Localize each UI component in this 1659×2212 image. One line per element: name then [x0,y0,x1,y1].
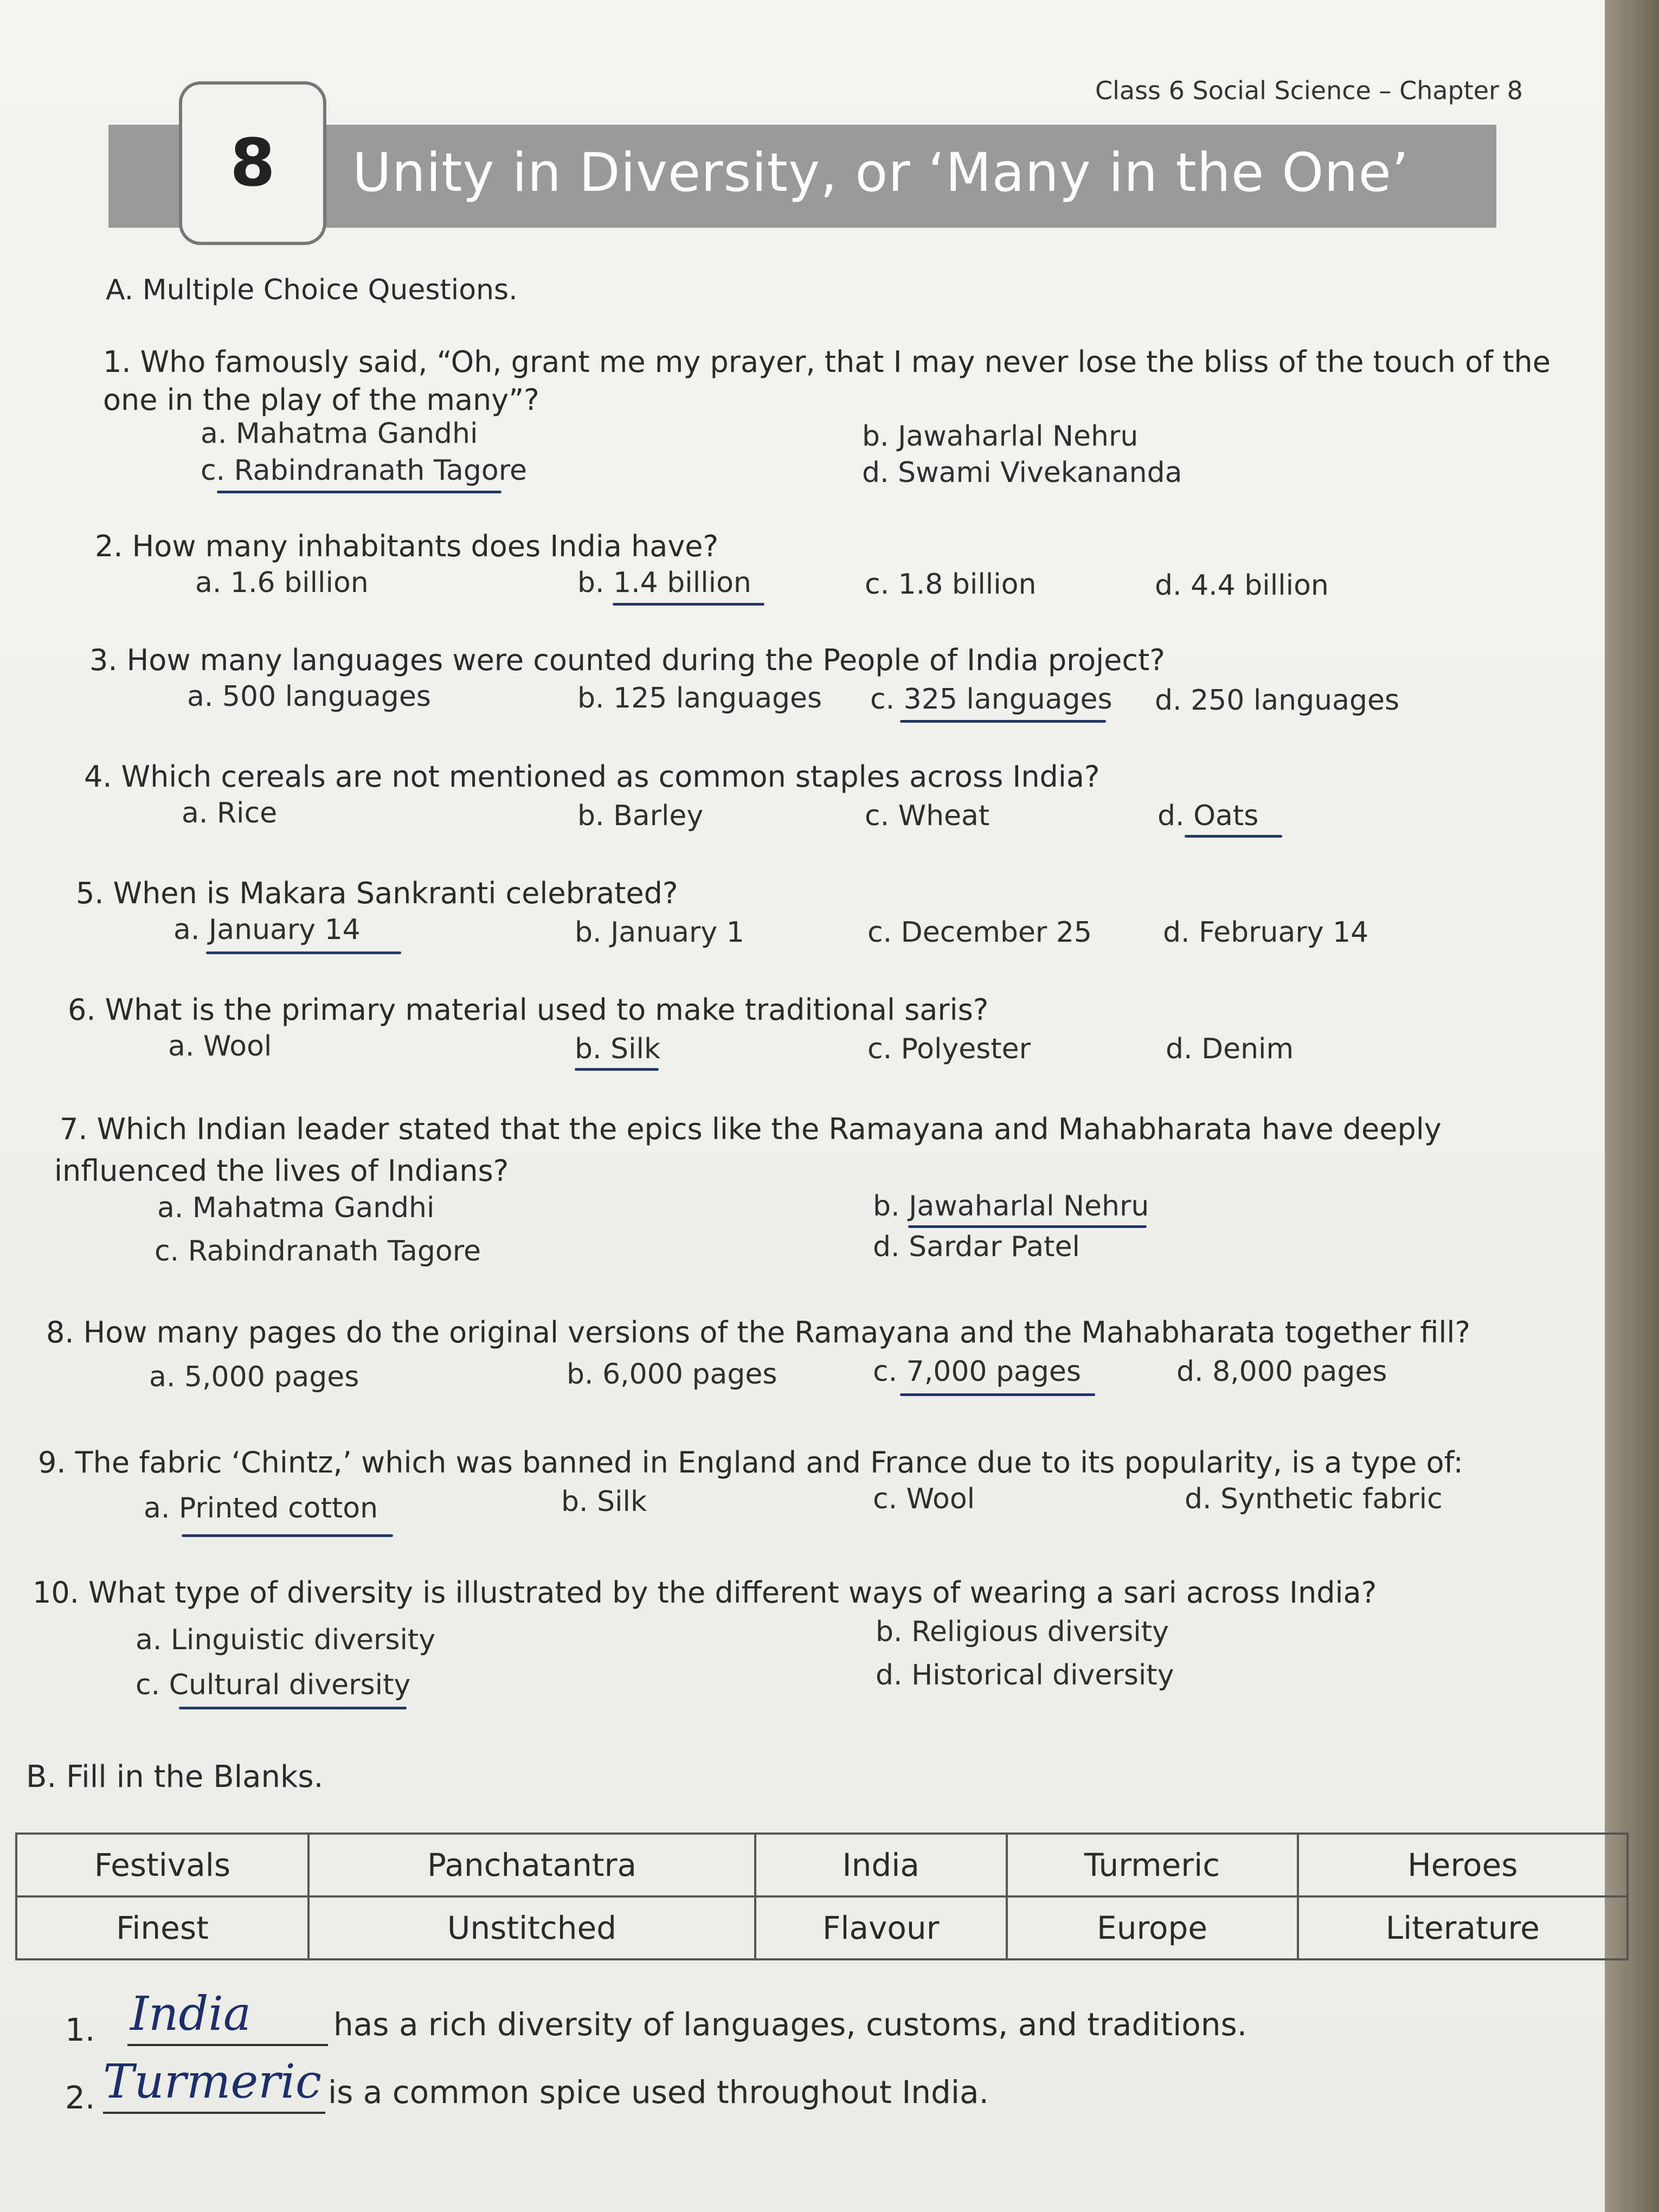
q6-option-c: c. Polyester [867,1033,1031,1065]
q7-option-c: c. Rabindranath Tagore [155,1235,481,1268]
q5-option-d: d. February 14 [1163,916,1369,949]
question-7-line2: influenced the lives of Indians? [54,1154,509,1188]
q3-option-b: b. 125 languages [577,682,822,715]
fill-item-2-answer: Turmeric [103,2055,322,2109]
q8-option-c: c. 7,000 pages [873,1355,1082,1388]
word-bank-cell: Finest [16,1896,308,1959]
q2-option-d: d. 4.4 billion [1155,569,1329,602]
q10-option-d: d. Historical diversity [876,1659,1174,1692]
answer-underline [900,1393,1095,1396]
answer-underline [179,1707,407,1709]
question-1-line1: 1. Who famously said, “Oh, grant me my prayer, that I may never lose the bliss of the touch of the [103,345,1551,379]
q8-option-b: b. 6,000 pages [567,1358,777,1391]
q5-option-c: c. December 25 [867,916,1092,949]
answer-underline [613,603,764,606]
q7-option-d: d. Sardar Patel [873,1231,1080,1263]
q4-option-d: d. Oats [1158,800,1259,832]
word-bank-cell: Unstitched [308,1896,755,1959]
q6-option-a: a. Wool [168,1030,272,1063]
answer-underline [575,1068,659,1071]
q7-option-a: a. Mahatma Gandhi [157,1192,435,1224]
question-10: 10. What type of diversity is illustrated by the different ways of wearing a sari across India? [33,1576,1377,1610]
word-bank-cell: Europe [1007,1896,1298,1959]
q6-option-b: b. Silk [575,1033,661,1065]
q4-option-b: b. Barley [577,800,704,832]
question-8: 8. How many pages do the original versions of the Ramayana and the Mahabharata together fill? [46,1315,1471,1349]
q8-option-a: a. 5,000 pages [149,1361,359,1393]
q1-option-b: b. Jawaharlal Nehru [862,420,1139,453]
question-5: 5. When is Makara Sankranti celebrated? [76,876,678,910]
word-bank-cell: Festivals [16,1834,308,1896]
q5-option-b: b. January 1 [575,916,744,949]
answer-underline [1185,835,1282,838]
fill-item-1-text: has a rich diversity of languages, customs, and traditions. [333,2006,1248,2043]
q8-option-d: d. 8,000 pages [1176,1355,1387,1388]
fill-item-2-blank [103,2112,325,2114]
q7-option-b: b. Jawaharlal Nehru [873,1190,1149,1223]
q9-option-d: d. Synthetic fabric [1185,1483,1443,1515]
word-bank-cell: India [755,1834,1007,1896]
answer-underline [182,1534,393,1537]
fill-item-1-number: 1. [65,2011,95,2048]
q1-option-c: c. Rabindranath Tagore [201,454,527,487]
q4-option-a: a. Rice [182,797,278,829]
answer-underline [908,1225,1147,1228]
word-bank-row [16,1896,1628,1959]
q4-option-c: c. Wheat [865,800,990,832]
q10-option-c: c. Cultural diversity [136,1669,411,1701]
word-bank-table [15,1832,1629,1960]
chapter-title: Unity in Diversity, or ‘Many in the One’ [352,142,1409,204]
chapter-number: 8 [230,125,275,201]
q2-option-a: a. 1.6 billion [195,567,369,599]
q1-option-d: d. Swami Vivekananda [862,456,1182,489]
q3-option-c: c. 325 languages [870,683,1113,716]
answer-underline [217,491,501,493]
word-bank-cell: Panchatantra [308,1834,755,1896]
question-9: 9. The fabric ‘Chintz,’ which was banned in England and France due to its popularity, is a type of: [38,1445,1463,1480]
word-bank-cell: Literature [1298,1896,1628,1959]
fill-item-1-answer: India [130,1987,252,2041]
question-7-line1: 7. Which Indian leader stated that the epics like the Ramayana and Mahabharata have deeply [60,1112,1442,1146]
q1-option-a: a. Mahatma Gandhi [201,417,478,450]
fill-item-2-text: is a common spice used throughout India. [328,2074,989,2111]
q9-option-b: b. Silk [561,1486,647,1518]
fill-item-1-blank [127,2044,328,2046]
class-label: Class 6 Social Science – Chapter 8 [1095,76,1523,105]
q9-option-c: c. Wool [873,1483,975,1515]
answer-underline [900,720,1106,723]
section-b-title: B. Fill in the Blanks. [26,1759,324,1795]
q9-option-a: a. Printed cotton [144,1492,378,1525]
q10-option-b: b. Religious diversity [876,1616,1169,1648]
chapter-number-box [179,81,326,245]
q6-option-d: d. Denim [1166,1033,1294,1065]
question-3: 3. How many languages were counted during the People of India project? [89,643,1165,677]
q5-option-a: a. January 14 [173,914,361,946]
q2-option-c: c. 1.8 billion [865,568,1037,601]
question-6: 6. What is the primary material used to make traditional saris? [68,993,989,1027]
word-bank-cell: Flavour [755,1896,1007,1959]
word-bank-row [16,1834,1628,1896]
word-bank-cell: Heroes [1298,1834,1628,1896]
q3-option-d: d. 250 languages [1155,684,1400,717]
word-bank-cell: Turmeric [1007,1834,1298,1896]
answer-underline [206,951,401,954]
section-a-title: A. Multiple Choice Questions. [106,274,518,306]
q3-option-a: a. 500 languages [187,680,431,713]
q10-option-a: a. Linguistic diversity [136,1624,436,1656]
question-4: 4. Which cereals are not mentioned as common staples across India? [84,760,1100,794]
q2-option-b: b. 1.4 billion [577,567,751,599]
fill-item-2-number: 2. [65,2079,95,2116]
question-2: 2. How many inhabitants does India have? [95,529,719,563]
question-1-line2: one in the play of the many”? [103,383,539,417]
